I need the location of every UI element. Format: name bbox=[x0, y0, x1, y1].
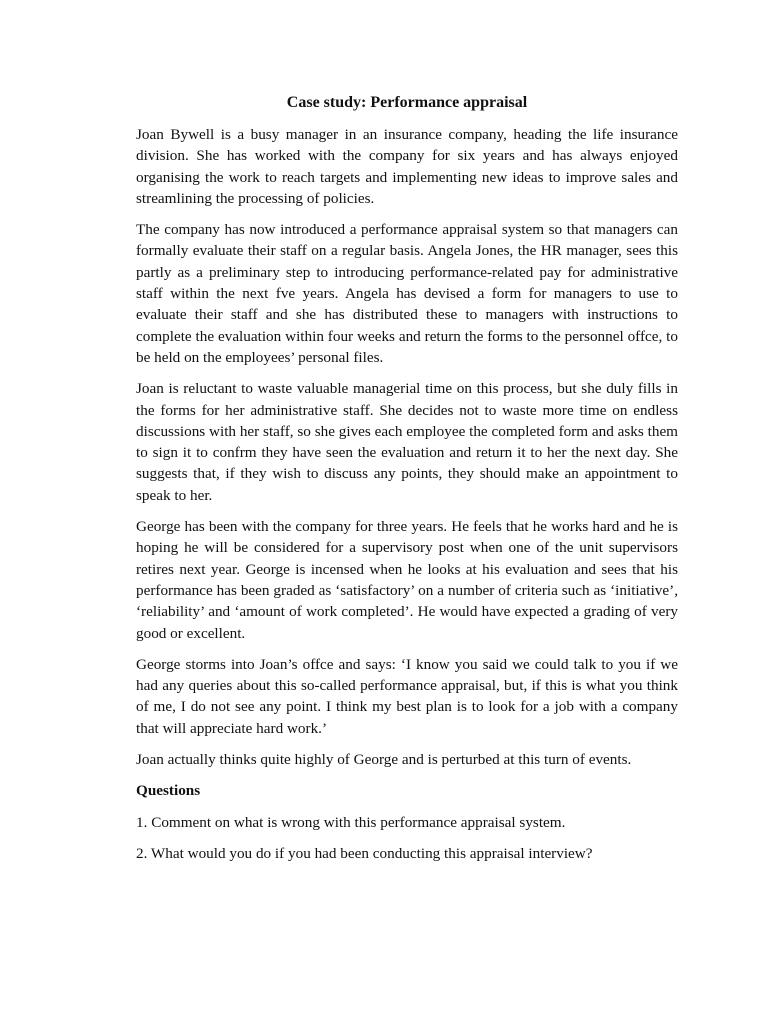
paragraph-appraisal-system: The company has now introduced a performance appraisal system so that managers can formally evaluate their staff on a regular basis. Angela Jones, the HR manager, sees this partly as a preliminary step to introducing performance-related pay for administrative staff within the next fve years. Angela has devised a form for managers to use to evaluate their staff and she has distributed these to managers with instructions to complete the evaluation within four weeks and return the forms to the personnel offce, to be held on the employees’ personal files. bbox=[136, 221, 678, 366]
question-item: 2. What would you do if you had been conducting this appraisal interview? bbox=[136, 844, 593, 862]
paragraph-george-storms: George storms into Joan’s offce and says: ‘I know you said we could talk to you if we had any queries about this so-called performance appraisal, but, if this is what you think of me, I do not see any point. I think my best plan is to look for a job with a company that will appreciate hard work.’ bbox=[136, 655, 678, 737]
document-page bbox=[136, 92, 678, 874]
paragraph-george: George has been with the company for three years. He feels that he works hard and he is hoping he will be considered for a supervisory post when one of the unit supervisors retires next year. George is incensed when he looks at his evaluation and sees that his performance has been graded as ‘satisfactory’ on a number of criteria such as ‘initiative’, ‘reliability’ and ‘amount of work completed’. He would have expected a grading of very good or excellent. bbox=[136, 518, 678, 642]
paragraph-joan-reluctant: Joan is reluctant to waste valuable managerial time on this process, but she duly fills in the forms for her administrative staff. She decides not to waste more time on endless discussions with her staff, so she gives each employee the completed form and asks them to sign it to confrm they have seen the evaluation and return it to her the next day. She suggests that, if they wish to discuss any points, they should make an appointment to speak to her. bbox=[136, 380, 678, 504]
questions-heading: Questions bbox=[136, 782, 201, 800]
document-title: Case study: Performance appraisal bbox=[286, 94, 528, 111]
paragraph-joan-perturbed: Joan actually thinks quite highly of George and is perturbed at this turn of events. bbox=[136, 751, 632, 769]
paragraph-intro: Joan Bywell is a busy manager in an insurance company, heading the life insurance division. She has worked with the company for six years and has always enjoyed organising the work to reach targets and implementing new ideas to improve sales and streamlining the processing of policies. bbox=[136, 126, 678, 207]
question-item: 1. Comment on what is wrong with this performance appraisal system. bbox=[136, 813, 566, 831]
